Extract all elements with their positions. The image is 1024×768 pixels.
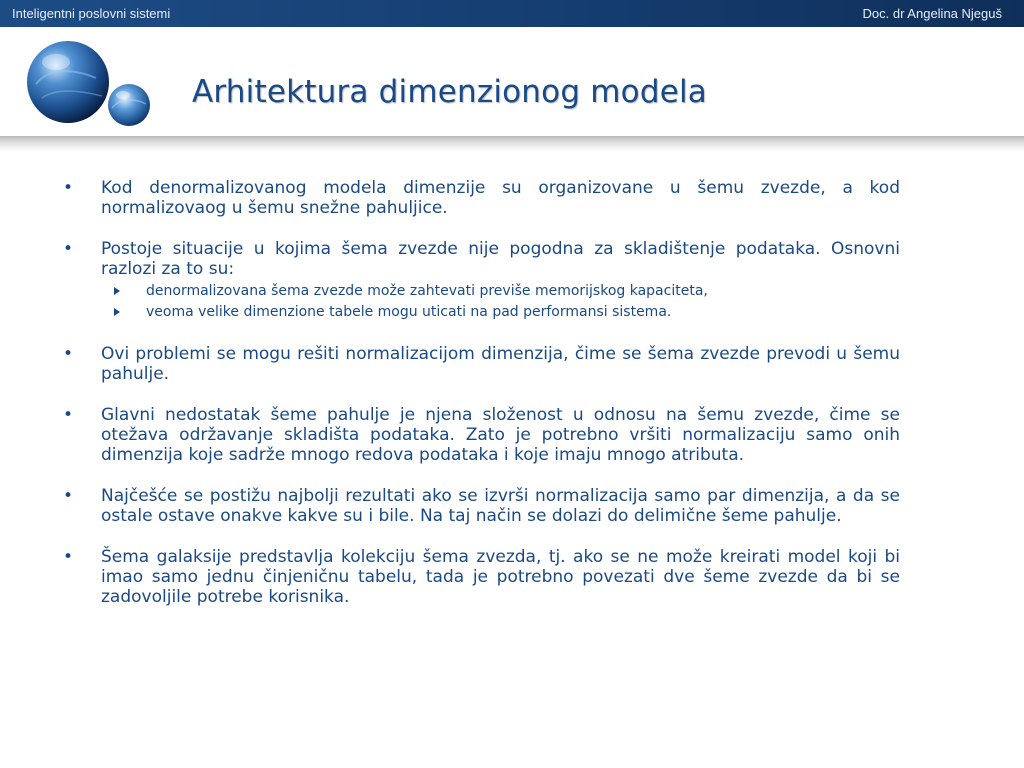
bullet-dot-icon: •: [63, 547, 74, 567]
bullet-dot-icon: •: [63, 344, 74, 364]
bullet-text: Glavni nedostatak šeme pahulje je njena složenost u odnosu na šemu zvezde, čime se otežava održavanje skladišta podataka. Zato je potrebno vršiti normalizaciju samo onih dimenzija koje sadrže mnogo redova podataka i koje imaju mnogo atributa.: [101, 405, 900, 465]
bullet-dot-icon: •: [63, 239, 74, 259]
header-shadow: [0, 136, 1024, 152]
list-item: [60, 239, 900, 323]
author-name: Doc. dr Angelina Njeguš: [862, 6, 1002, 21]
spheres-logo-icon: [26, 38, 156, 130]
sub-item-text: veoma velike dimenzione tabele mogu uticati na pad performansi sistema.: [146, 304, 672, 320]
sub-list-item: [60, 281, 900, 302]
list-item: [60, 178, 900, 218]
course-name: Inteligentni poslovni sistemi: [12, 6, 171, 21]
list-item: [60, 547, 900, 607]
arrow-bullet-icon: [114, 287, 120, 295]
bullet-dot-icon: •: [63, 405, 74, 425]
sub-item-text: denormalizovana šema zvezde može zahtevati previše memorijskog kapaciteta,: [146, 283, 708, 299]
bullet-text: Šema galaksije predstavlja kolekciju šema zvezda, tj. ako se ne može kreirati model koji bi imao samo jednu činjeničnu tabelu, tada je potrebno povezati dve šeme zvezde da bi se zadovoljile potrebe korisnika.: [101, 547, 900, 607]
list-item: [60, 486, 900, 526]
bullet-list: [60, 178, 900, 628]
bullet-dot-icon: •: [63, 486, 74, 506]
page-title: Arhitektura dimenzionog modela: [192, 74, 707, 110]
bullet-text: Kod denormalizovanog modela dimenzije su organizovane u šemu zvezde, a kod normalizovaog u šemu snežne pahuljice.: [101, 178, 900, 218]
list-item: [60, 344, 900, 384]
list-item: [60, 405, 900, 465]
bullet-dot-icon: •: [63, 178, 74, 198]
sub-list: [101, 281, 900, 323]
bullet-text: Najčešće se postižu najbolji rezultati ako se izvrši normalizacija samo par dimenzija, a da se ostale ostave onakve kakve su i bile. Na taj način se dolazi do delimične šeme pahulje.: [101, 486, 900, 526]
bullet-text: Ovi problemi se mogu rešiti normalizacijom dimenzija, čime se šema zvezde prevodi u šemu pahulje.: [101, 344, 900, 384]
arrow-bullet-icon: [114, 308, 120, 316]
sub-list-item: [60, 302, 900, 323]
top-bar: [0, 0, 1024, 27]
bullet-text: Postoje situacije u kojima šema zvezde nije pogodna za skladištenje podataka. Osnovni razlozi za to su:: [101, 239, 900, 279]
